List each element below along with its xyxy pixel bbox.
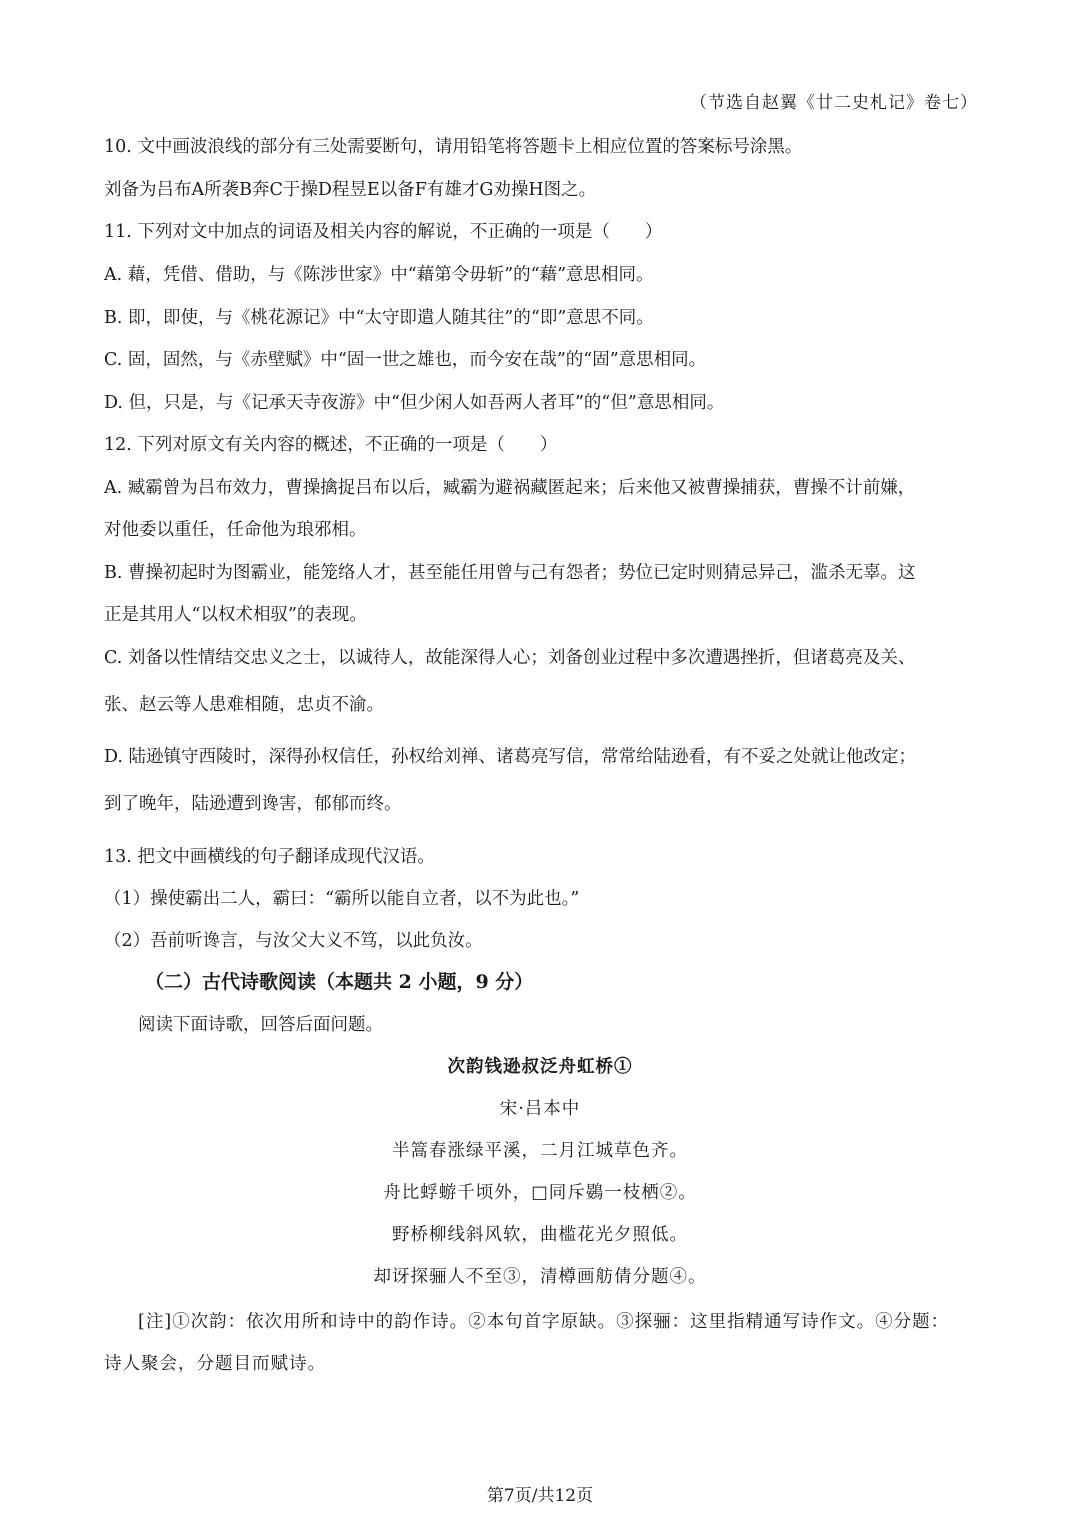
question-11-option-a: A. 藉，凭借、借助，与《陈涉世家》中“藉第令毋斩”的“藉”意思相同。 [104,265,654,285]
page-footer: 第7页/共12页 [486,1486,594,1506]
poem-line-1: 半篙春涨绿平溪，二月江城草色齐。 [392,1141,688,1161]
section-instruction: 阅读下面诗歌，回答后面问题。 [138,1015,383,1035]
question-13-sentence-2: （2）吾前听谗言，与汝父大义不笃，以此负汝。 [104,931,483,951]
question-13-sentence-1: （1）操使霸出二人，霸曰：“霸所以能自立者，以不为此也。” [104,889,580,909]
question-12-option-d-line1: D. 陆逊镇守西陵时，深得孙权信任，孙权给刘禅、诸葛亮写信，常常给陆逊看，有不妥之处就让他改定； [104,747,917,767]
poem-line-3: 野桥柳线斜风软，曲槛花光夕照低。 [392,1225,688,1245]
poem-title: 次韵钱逊叔泛舟虹桥① [447,1057,633,1077]
poem-author: 宋·吕本中 [499,1099,581,1119]
question-11-option-d: D. 但，只是，与《记承天寺夜游》中“但少闲人如吾两人者耳”的“但”意思相同。 [104,393,725,413]
poem-note-line2: 诗人聚会，分题目而赋诗。 [104,1354,326,1374]
question-13-stem: 13. 把文中画横线的句子翻译成现代汉语。 [104,847,435,867]
question-12-option-b-line1: B. 曹操初起时为图霸业，能笼络人才，甚至能任用曾与己有怨者；势位已定时则猜忌异己，滥杀无辜。这 [104,563,916,583]
question-12-option-a-line2: 对他委以重任，任命他为琅邪相。 [104,520,367,540]
question-12-stem: 12. 下列对原文有关内容的概述，不正确的一项是（ ） [104,435,558,455]
question-12-option-c-line2: 张、赵云等人患难相随，忠贞不渝。 [104,695,384,715]
question-12-option-c-line1: C. 刘备以性情结交忠义之士，以诚待人，故能深得人心；刘备创业过程中多次遭遇挫折，但诸葛亮及关、 [104,648,916,668]
question-12-option-d-line2: 到了晚年，陆逊遭到谗害，郁郁而终。 [104,794,402,814]
poem-note-line1: [注]①次韵：依次用所和诗中的韵作诗。②本句首字原缺。③探骊：这里指精通写诗作文。④分题： [138,1312,950,1332]
question-11-option-c: C. 固，固然，与《赤壁赋》中“固一世之雄也，而今安在哉”的“固”意思相同。 [104,350,707,370]
question-11-stem: 11. 下列对文中加点的词语及相关内容的解说，不正确的一项是（ ） [104,222,663,242]
poem-line-4: 却讶探骊人不至③，清樽画舫倩分题④。 [373,1267,707,1287]
question-12-option-a-line1: A. 臧霸曾为吕布效力，曹操擒捉吕布以后，臧霸为避祸藏匿起来；后来他又被曹操捕获，曹操不计前嫌， [104,478,916,498]
question-11-option-b: B. 即，即使，与《桃花源记》中“太守即遣人随其往”的“即”意思不同。 [104,308,654,328]
source-citation: （节选自赵翼《廿二史札记》卷七） [690,93,978,113]
question-12-option-b-line2: 正是其用人“以权术相驭”的表现。 [104,605,367,625]
question-10-text: 刘备为吕布A所袭B奔C于操D程昱E以备F有雄才G劝操H图之。 [104,180,597,200]
section-heading: （二）古代诗歌阅读（本题共 2 小题，9 分） [145,971,534,993]
poem-line-2: 舟比蜉蝣千顷外，□同斥鷃一枝栖②。 [383,1183,697,1203]
question-10-stem: 10. 文中画波浪线的部分有三处需要断句，请用铅笔将答题卡上相应位置的答案标号涂黑。 [104,137,803,157]
